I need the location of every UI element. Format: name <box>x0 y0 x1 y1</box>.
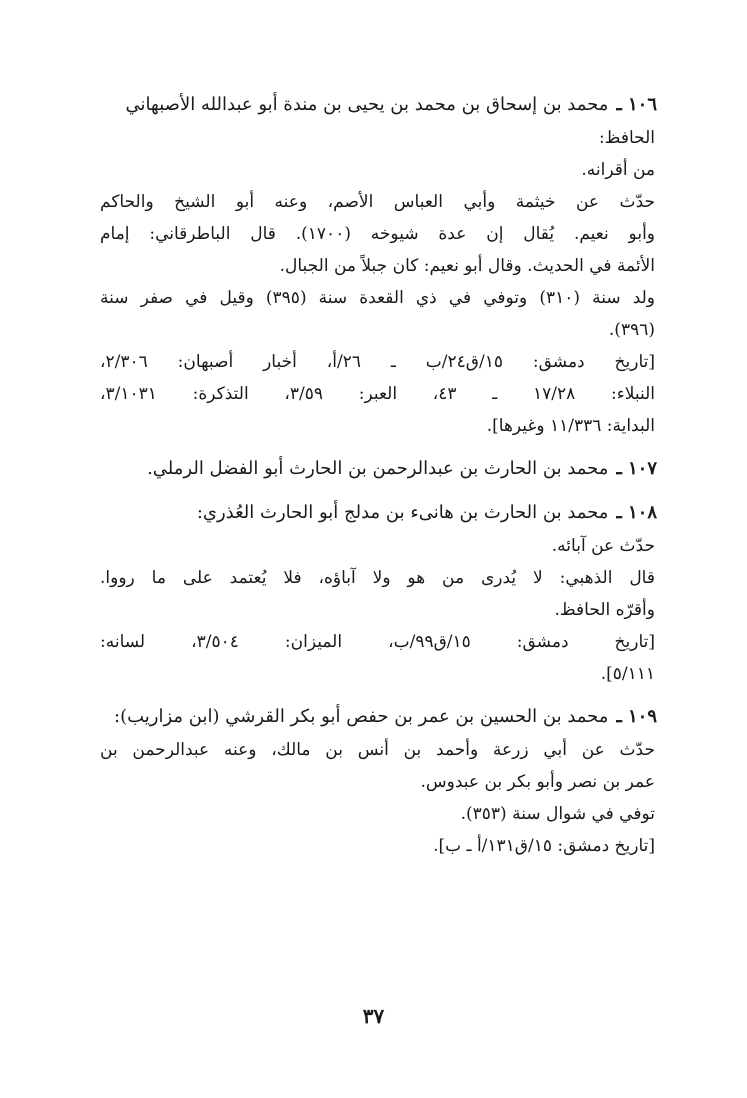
entry-line: حدّث عن أبي زرعة وأحمد بن أنس بن مالك، وعنه عبدالرحمن بن <box>100 740 655 760</box>
biography-entry-109 <box>100 700 655 862</box>
citation-line: النبلاء: ١٧/٢٨ ـ ٤٣، العبر: ٣/٥٩، التذكرة: ٣/١٠٣١، <box>100 384 656 404</box>
entry-line: ولد سنة (٣١٠) وتوفي في ذي القعدة سنة (٣٩٥) وقيل في صفر سنة <box>100 288 656 308</box>
entry-heading <box>100 700 657 734</box>
biography-entry-106 <box>100 88 655 442</box>
entry-heading <box>100 452 657 486</box>
entry-title: محمد بن إسحاق بن محمد بن يحيى بن مندة أبو عبدالله الأصبهاني <box>125 94 609 115</box>
entry-line: وأقرّه الحافظ. <box>554 600 655 620</box>
entry-number: ١٠٨ ـ <box>616 502 657 523</box>
biography-entry-108 <box>100 496 655 690</box>
entry-line: الحافظ: <box>598 128 655 148</box>
entry-line: وأبو نعيم. يُقال إن عدة شيوخه (١٧٠٠). قال الباطرقاني: إمام <box>100 224 656 244</box>
citation-line: ٥/١١١]. <box>600 664 655 684</box>
entry-number: ١٠٧ ـ <box>616 458 657 479</box>
entry-line: قال الذهبي: لا يُدرى من هو ولا آباؤه، فلا يُعتمد على ما رووا. <box>100 568 655 588</box>
citation-line: البداية: ١١/٣٣٦ وغيرها]. <box>486 416 655 436</box>
entry-line: حدّث عن آبائه. <box>551 536 655 556</box>
biography-entry-107 <box>100 452 655 486</box>
entry-heading <box>100 496 657 530</box>
citation-line: [تاريخ دمشق: ١٥/ق١٣١/أ ـ ب]. <box>433 836 655 856</box>
entry-line: حدّث عن خيثمة وأبي العباس الأصم، وعنه أبو الشيخ والحاكم <box>100 192 655 212</box>
entry-line: من أقرانه. <box>581 160 655 180</box>
entry-number: ١٠٩ ـ <box>616 706 657 727</box>
entry-number: ١٠٦ ـ <box>616 94 657 115</box>
page-body <box>100 88 655 872</box>
citation-line: [تاريخ دمشق: ١٥/ق٩٩/ب، الميزان: ٣/٥٠٤، لسانه: <box>100 632 656 652</box>
entry-line: الأئمة في الحديث. وقال أبو نعيم: كان جبلاً من الجبال. <box>279 256 655 276</box>
entry-title: محمد بن الحسين بن عمر بن حفص أبو بكر القرشي (ابن مزاريب): <box>114 706 609 727</box>
entry-line: (٣٩٦). <box>608 320 655 340</box>
entry-line: توفي في شوال سنة (٣٥٣). <box>460 804 655 824</box>
entry-title: محمد بن الحارث بن هانىء بن مدلج أبو الحارث العُذري: <box>196 502 609 523</box>
page-number: ٣٧ <box>362 1004 385 1028</box>
entry-heading <box>100 88 657 122</box>
citation-line: [تاريخ دمشق: ١٥/ق٢٤/ب ـ ٢٦/أ، أخبار أصبهان: ٢/٣٠٦، <box>100 352 655 372</box>
entry-line: عمر بن نصر وأبو بكر بن عبدوس. <box>420 772 655 792</box>
entry-title: محمد بن الحارث بن عبدالرحمن بن الحارث أبو الفضل الرملي. <box>147 458 609 479</box>
